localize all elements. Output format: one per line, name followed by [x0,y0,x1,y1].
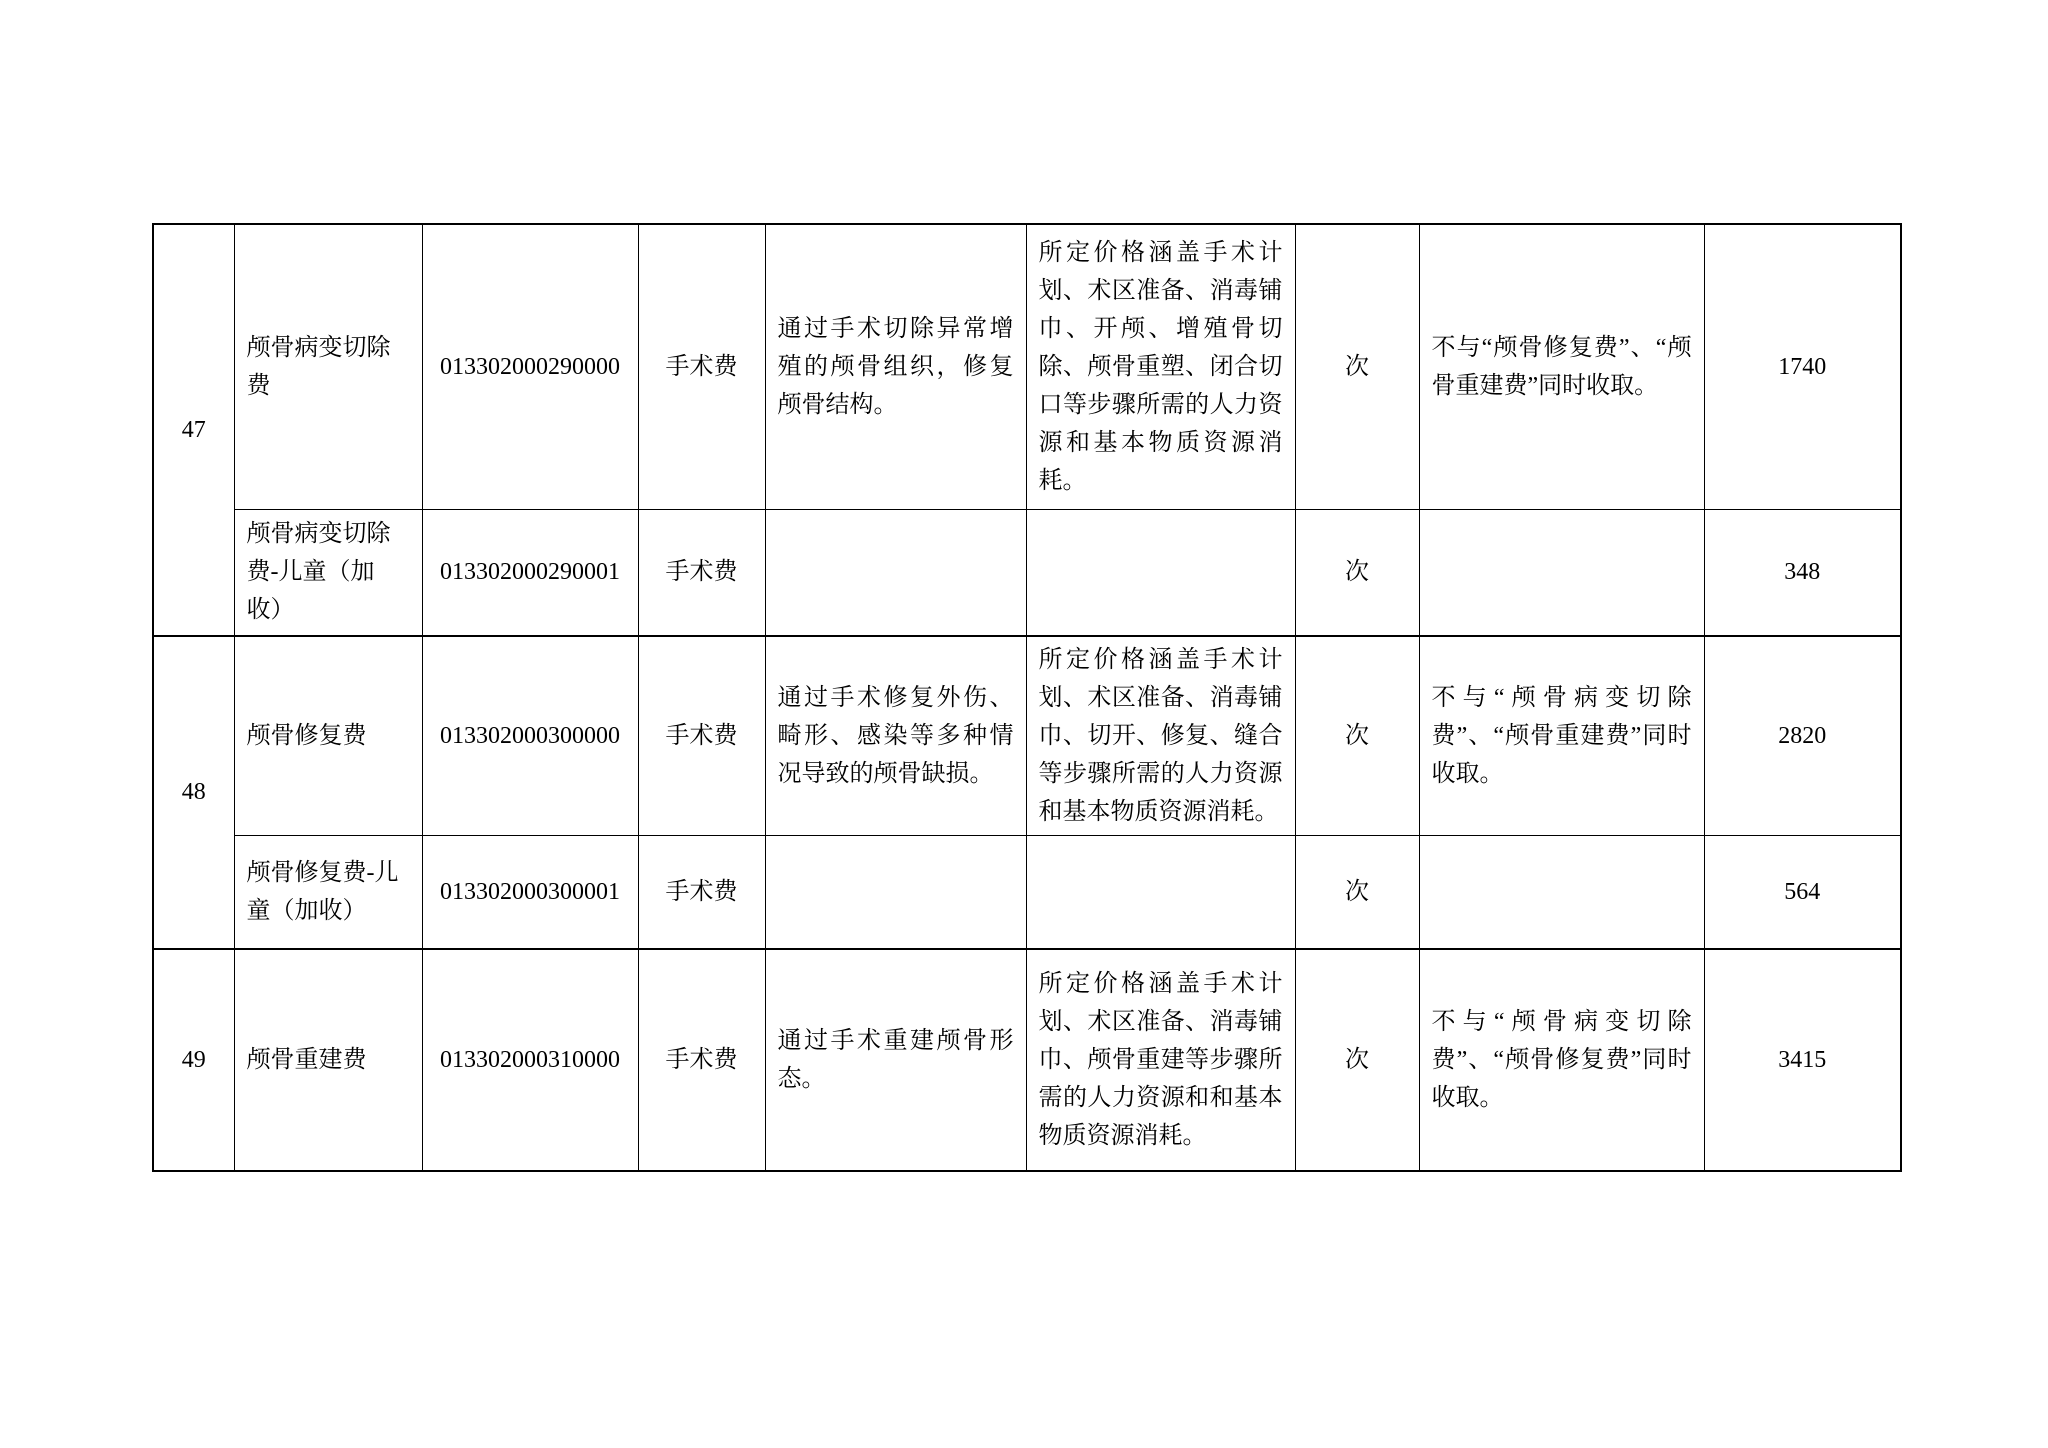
price: 2820 [1704,636,1901,836]
item-code: 013302000310000 [422,949,638,1171]
price: 1740 [1704,224,1901,509]
table-row [153,509,1901,636]
table-row [153,224,1901,509]
exclusion-note: 不与“颅骨病变切除费”、“颅骨重建费”同时收取。 [1419,636,1704,836]
exclusion-note [1419,509,1704,636]
row-number: 48 [153,636,234,949]
item-code: 013302000290001 [422,509,638,636]
item-code: 013302000300001 [422,836,638,949]
row-number: 47 [153,224,234,636]
fee-category: 手术费 [638,636,765,836]
service-description [765,509,1026,636]
unit: 次 [1295,224,1419,509]
item-code: 013302000300000 [422,636,638,836]
table-row [153,949,1901,1171]
exclusion-note: 不与“颅骨病变切除费”、“颅骨修复费”同时收取。 [1419,949,1704,1171]
item-code: 013302000290000 [422,224,638,509]
item-name: 颅骨病变切除费 [234,224,422,509]
medical-fee-table [152,223,1902,1172]
fee-category: 手术费 [638,509,765,636]
item-name: 颅骨重建费 [234,949,422,1171]
unit: 次 [1295,636,1419,836]
fee-category: 手术费 [638,836,765,949]
item-name: 颅骨病变切除费-儿童（加收） [234,509,422,636]
fee-category: 手术费 [638,949,765,1171]
exclusion-note: 不与“颅骨修复费”、“颅骨重建费”同时收取。 [1419,224,1704,509]
price: 348 [1704,509,1901,636]
service-description: 通过手术修复外伤、畸形、感染等多种情况导致的颅骨缺损。 [765,636,1026,836]
table-row [153,836,1901,949]
unit: 次 [1295,509,1419,636]
unit: 次 [1295,836,1419,949]
service-description: 通过手术重建颅骨形态。 [765,949,1026,1171]
fee-category: 手术费 [638,224,765,509]
service-description [765,836,1026,949]
fee-table-container [152,223,1902,1172]
item-name: 颅骨修复费-儿童（加收） [234,836,422,949]
item-name: 颅骨修复费 [234,636,422,836]
price: 3415 [1704,949,1901,1171]
price: 564 [1704,836,1901,949]
table-row [153,636,1901,836]
price-composition: 所定价格涵盖手术计划、术区准备、消毒铺巾、切开、修复、缝合等步骤所需的人力资源和基本物质资源消耗。 [1026,636,1295,836]
price-composition: 所定价格涵盖手术计划、术区准备、消毒铺巾、颅骨重建等步骤所需的人力资源和和基本物质资源消耗。 [1026,949,1295,1171]
unit: 次 [1295,949,1419,1171]
row-number: 49 [153,949,234,1171]
price-composition [1026,509,1295,636]
service-description: 通过手术切除异常增殖的颅骨组织，修复颅骨结构。 [765,224,1026,509]
price-composition [1026,836,1295,949]
price-composition: 所定价格涵盖手术计划、术区准备、消毒铺巾、开颅、增殖骨切除、颅骨重塑、闭合切口等步骤所需的人力资源和基本物质资源消耗。 [1026,224,1295,509]
exclusion-note [1419,836,1704,949]
